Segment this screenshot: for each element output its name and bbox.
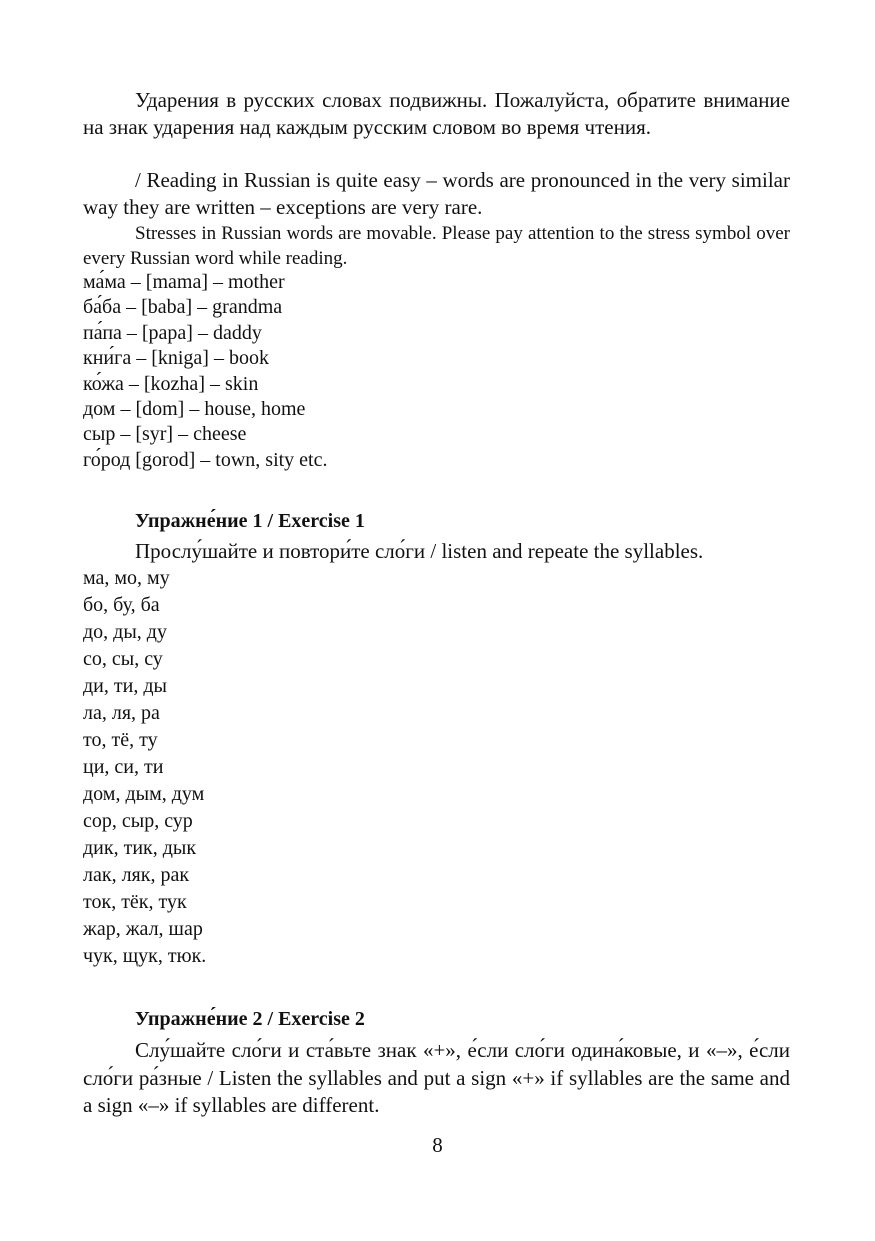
vocab-item: дом – [dom] – house, home <box>83 398 306 421</box>
intro-en-stresses <box>83 221 790 271</box>
syllable-row: ма, мо, му <box>83 567 170 589</box>
paragraph-text: / Reading in Russian is quite easy – words are pronounced in the very similar way they are written – exceptions are very rare. <box>83 168 790 219</box>
syllable-row: ток, тёк, тук <box>83 891 187 913</box>
paragraph-text: Stresses in Russian words are movable. Please pay attention to the stress symbol over every Russian word while reading. <box>83 223 790 269</box>
vocab-item: ко́жа – [kozha] – skin <box>83 372 259 395</box>
syllable-row: со, сы, су <box>83 648 163 670</box>
syllable-row: жар, жал, шар <box>83 918 203 940</box>
vocab-item: го́род [gorod] – town, sity etc. <box>83 448 328 471</box>
vocab-item: ма́ма – [mama] – mother <box>83 271 285 293</box>
syllable-row: до, ды, ду <box>83 621 167 643</box>
paragraph-text: Ударения в русских словах подвижны. Пожалуйста, обратите внимание на знак ударения над каждым русским словом во время чтения. <box>83 88 790 139</box>
exercise2 <box>83 1006 790 1120</box>
vocab-item: па́па – [papa] – daddy <box>83 321 262 344</box>
exercise1-instruction: Прослу́шайте и повтори́те сло́ги / listen and repeate the syllables. <box>135 539 704 563</box>
page-number: 8 <box>432 1133 443 1157</box>
vocab-item: ба́ба – [baba] – grandma <box>83 296 283 319</box>
vocabulary-list <box>83 270 790 473</box>
syllable-row: то, тё, ту <box>83 729 158 751</box>
syllable-row: сор, сыр, сур <box>83 810 193 832</box>
exercise1-title: Упражне́ние 1 / Exercise 1 <box>135 510 365 532</box>
vocab-item: кни́га – [kniga] – book <box>83 347 269 370</box>
syllable-row: дик, тик, дык <box>83 837 197 859</box>
syllable-row: дом, дым, дум <box>83 783 205 805</box>
exercise2-title: Упражне́ние 2 / Exercise 2 <box>135 1008 365 1030</box>
syllable-list <box>83 565 790 970</box>
syllable-row: ди, ти, ды <box>83 675 167 697</box>
intro-en-reading <box>83 167 790 220</box>
vocab-item: сыр – [syr] – cheese <box>83 423 247 446</box>
exercise2-instruction: Слу́шайте сло́ги и ста́вьте знак «+», е́сли сло́ги одина́ковые, и «–», е́сли сло́ги ра́зные / Listen the syllables and put a sign «+» if syllables are the same and a sign «–» if syllables are different. <box>83 1038 790 1117</box>
intro-ru-paragraph <box>83 87 790 140</box>
syllable-row: лак, ляк, рак <box>83 864 190 886</box>
exercise1 <box>83 508 790 970</box>
syllable-row: ци, си, ти <box>83 756 164 778</box>
syllable-row: чук, щук, тюк. <box>83 945 207 967</box>
syllable-row: бо, бу, ба <box>83 594 160 616</box>
syllable-row: ла, ля, ра <box>83 702 160 724</box>
